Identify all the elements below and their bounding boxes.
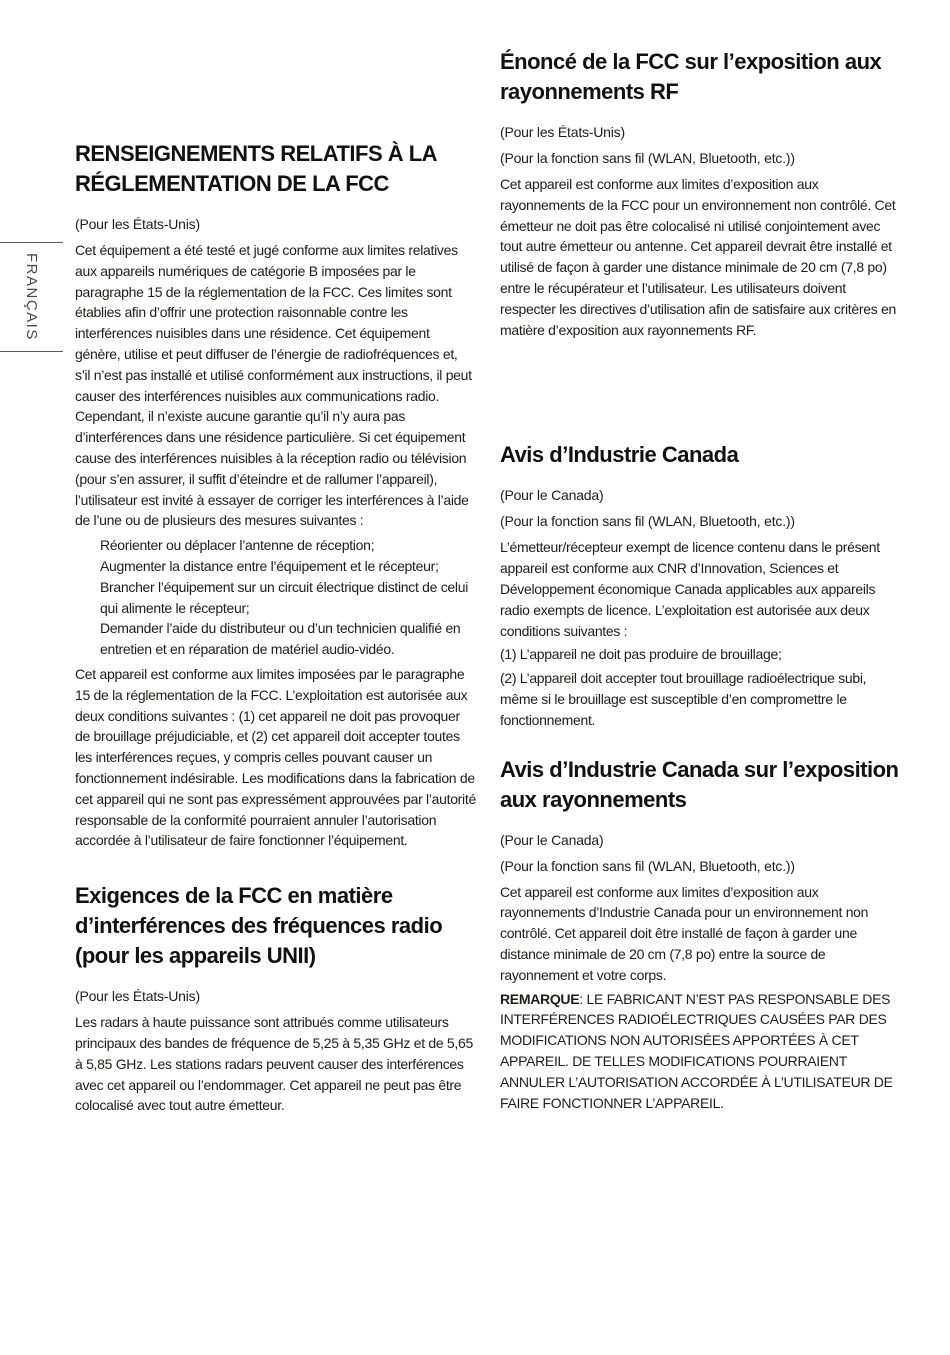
ic-exposure-title: Avis d’Industrie Canada sur l’exposition aux rayonnements (500, 756, 899, 812)
rf-exposure-title: Énoncé de la FCC sur l’exposition aux rayonnements RF (500, 49, 882, 104)
unii-title: Exigences de la FCC en matière d’interférences des fréquences radio (pour les appareils UNII) (75, 883, 443, 969)
section-fcc-regulation (75, 139, 476, 851)
ic-notice-region-note-wireless: (Pour la fonction sans fil (WLAN, Bluetooth, etc.)) (500, 513, 795, 530)
measure-item: Demander l’aide du distributeur ou d’un technicien qualifié en entretien et en réparation de matériel audio-vidéo. (100, 620, 461, 658)
ic-notice-condition-2: (2) L’appareil doit accepter tout brouillage radioélectrique subi, même si le brouillage est susceptible d’en compromettre le fonctionnement. (500, 670, 867, 728)
unii-paragraph: Les radars à haute puissance sont attribués comme utilisateurs principaux des bandes de fréquence de 5,25 à 5,35 GHz et de 5,65 à 5,85 GHz. Les stations radars peuvent causer des interférences avec cet appareil ou l’endommager. Cet appareil ne peut pas être colocalisé avec tout autre émetteur. (75, 1014, 473, 1114)
unii-region-note: (Pour les États-Unis) (75, 988, 200, 1005)
section-unii-requirements (75, 881, 476, 1116)
rf-exposure-region-note-wireless: (Pour la fonction sans fil (WLAN, Bluetooth, etc.)) (500, 150, 795, 166)
note-text: : LE FABRICANT N’EST PAS RESPONSABLE DES INTERFÉRENCES RADIOÉLECTRIQUES CAUSÉES PAR DES MODIFICATIONS NON AUTORISÉES APPORTÉES À CET APPAREIL. DE TELLES MODIFICATIONS POURRAIENT ANNULER L’AUTORISATION ACCORDÉE À L’UTILISATEUR DE FAIRE FONCTIONNER L’APPAREIL. (500, 990, 893, 1111)
ic-exposure-region-note-wireless: (Pour la fonction sans fil (WLAN, Bluetooth, etc.)) (500, 857, 795, 874)
interference-measures-list (75, 535, 476, 660)
language-tab (0, 242, 63, 352)
left-column (75, 139, 476, 1116)
section-rf-exposure (500, 47, 903, 340)
fcc-regulation-paragraph-2: Cet appareil est conforme aux limites imposées par le paragraphe 15 de la réglementation de la FCC. L’exploitation est autorisée aux deux conditions suivantes : (1) cet appareil ne doit pas provoquer de brouillage préjudiciable, et (2) cet appareil doit accepter toutes les interférences reçues, y compris celles pouvant causer un fonctionnement indésirable. Les modifications dans la fabrication de cet appareil qui ne sont pas expressément approuvées par l’autorité responsable de la conformité pourraient annuler l’autorisation accordée à l’utilisateur de faire fonctionner l’équipement. (75, 665, 476, 849)
ic-exposure-paragraph: Cet appareil est conforme aux limites d’exposition aux rayonnements d’Industrie Canada pour un environnement non contrôlé. Cet appareil doit être installé de façon à garder une distance minimale de 20 cm (7,8 po) entre la source de rayonnement et votre corps. (500, 883, 869, 983)
language-tab-label: FRANÇAIS (23, 253, 40, 341)
fcc-regulation-region-note: (Pour les États-Unis) (75, 216, 200, 232)
ic-exposure-note (500, 989, 903, 1114)
ic-exposure-region-note-canada: (Pour le Canada) (500, 831, 604, 848)
ic-notice-title: Avis d’Industrie Canada (500, 442, 739, 468)
note-label: REMARQUE (500, 990, 580, 1007)
fcc-regulation-paragraph-1: Cet équipement a été testé et jugé conforme aux limites relatives aux appareils numériques de catégorie B imposées par le paragraphe 15 de la réglementation de la FCC. Ces limites sont établies afin d’offrir une protection raisonnable contre les interférences nuisibles dans une résidence. Cet équipement génère, utilise et peut diffuser de l’énergie de radiofréquences et, s’il n’est pas installé et utilisé conformément aux instructions, il peut causer des interférences nuisibles aux communications radio. Cependant, il n’existe aucune garantie qu’il n’y aura pas d’interférences dans une résidence particulière. Si cet équipement cause des interférences nuisibles à la réception radio ou télévision (pour s’en assurer, il suffit d’éteindre et de rallumer l’appareil), l’utilisateur est invité à essayer de corriger les interférences à l’aide de l’une ou de plusieurs des mesures suivantes : (75, 242, 472, 529)
section-industry-canada-exposure (500, 755, 903, 1114)
rf-exposure-region-note-us: (Pour les États-Unis) (500, 124, 625, 140)
rf-exposure-paragraph: Cet appareil est conforme aux limites d’exposition aux rayonnements de la FCC pour un environnement non contrôlé. Cet émetteur ne doit pas être colocalisé ni utilisé conjointement avec tout autre émetteur ou antenne. Cet appareil devrait être installé et utilisé de façon à garder une distance minimale de 20 cm (7,8 po) entre le récupérateur et l’utilisateur. Les utilisateurs doivent respecter les directives d’utilisation afin de satisfaire aux critères en matière d’exposition aux rayonnements RF. (500, 176, 896, 338)
ic-notice-region-note-canada: (Pour le Canada) (500, 487, 604, 504)
measure-item: Brancher l’équipement sur un circuit électrique distinct de celui qui alimente le récepteur; (100, 578, 469, 616)
right-column (500, 47, 903, 1113)
section-industry-canada-notice (500, 440, 903, 730)
measure-item: Réorienter ou déplacer l’antenne de réception; (100, 537, 375, 554)
ic-notice-paragraph: L’émetteur/récepteur exempt de licence contenu dans le présent appareil est conforme aux CNR d’Innovation, Sciences et Développement économique Canada applicables aux appareils radio exempts de licence. L’exploitation est autorisée aux deux conditions suivantes : (500, 539, 880, 639)
measure-item: Augmenter la distance entre l’équipement et le récepteur; (100, 557, 439, 574)
ic-notice-condition-1: (1) L’appareil ne doit pas produire de brouillage; (500, 646, 782, 663)
fcc-regulation-title: RENSEIGNEMENTS RELATIFS À LA RÉGLEMENTATION DE LA FCC (75, 141, 437, 196)
